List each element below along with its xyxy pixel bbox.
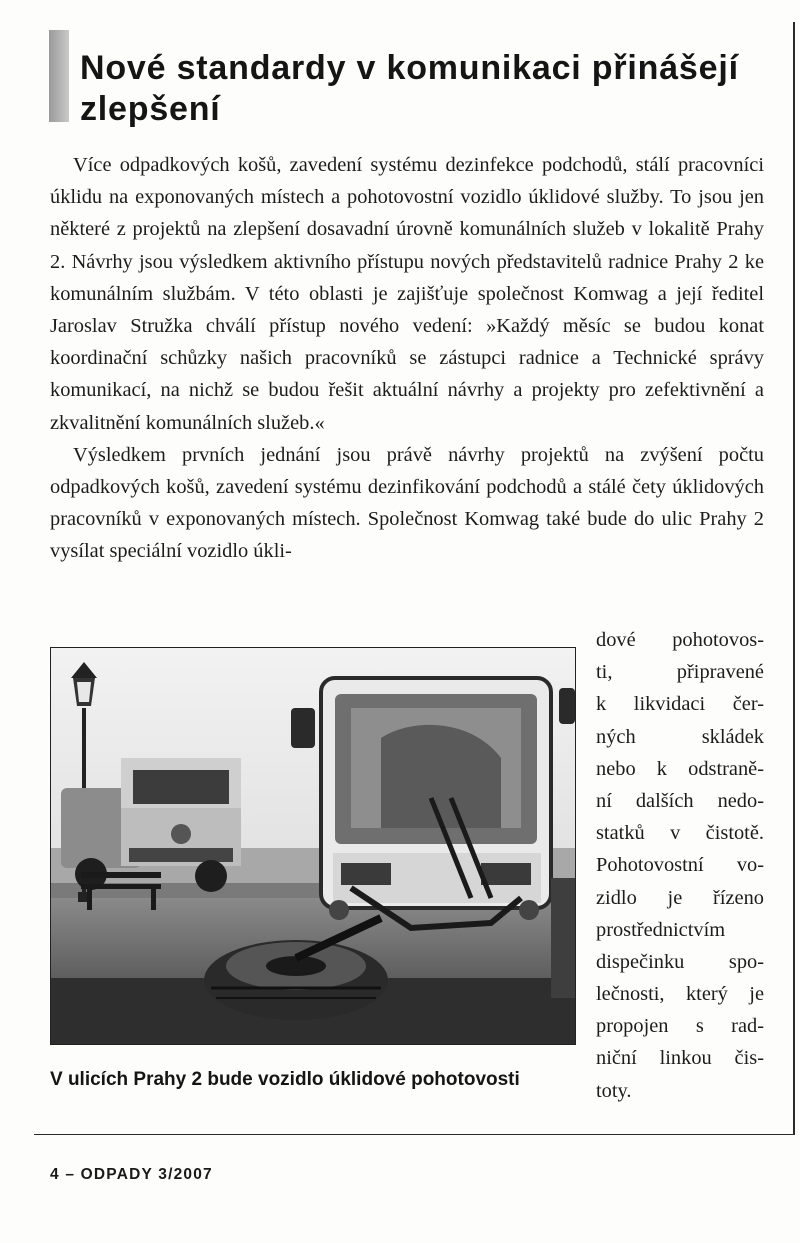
side-text-line: Pohotovostní vo-	[596, 854, 764, 877]
street-sweeper-illustration	[51, 648, 575, 1044]
article-title: Nové standardy v komunikaci přinášejí zlepšení	[80, 49, 739, 128]
article-body	[50, 149, 764, 568]
side-text-line: statků v čistotě.	[596, 822, 764, 845]
side-text-line: prostřednictvím	[596, 918, 726, 941]
article-photo	[50, 647, 576, 1045]
side-text-line: niční linkou čis-	[596, 1047, 764, 1070]
photo-caption: V ulicích Prahy 2 bude vozidlo úklidové pohotovosti	[50, 1069, 520, 1090]
side-text-line: k likvidaci čer-	[596, 693, 764, 716]
side-text-line: ní dalších nedo-	[596, 789, 764, 812]
side-text-column	[596, 624, 764, 1107]
side-text-line: toty.	[596, 1079, 632, 1102]
article-paragraph-2: Výsledkem prvních jednání jsou právě návrhy projektů na zvýšení počtu odpadkových košů, zavedení systému dezinfikování podchodů a stálé čety úklidových pracovníků v exponovaných místech. Společnost Komwag také bude do ulic Prahy 2 vysílat speciální vozidlo úkli-	[50, 443, 764, 563]
frame-right-border	[793, 22, 795, 1135]
side-text-line: zidlo je řízeno	[596, 886, 764, 909]
title-accent-bar	[49, 30, 69, 122]
frame-bottom-border	[34, 1134, 795, 1135]
side-text-line: nebo k odstraně-	[596, 757, 764, 780]
street-sweeper	[291, 678, 575, 928]
side-text-line: ných skládek	[596, 725, 764, 748]
side-text-line: ti, připravené	[596, 661, 764, 684]
side-text-line: dové pohotovos-	[596, 629, 764, 651]
side-text-line: dispečinku spo-	[596, 950, 764, 973]
page-footer: 4 – ODPADY 3/2007	[50, 1166, 213, 1183]
side-text-line: lečnosti, který je	[596, 983, 764, 1006]
side-text-line: propojen s rad-	[596, 1015, 764, 1038]
article-paragraph-1: Více odpadkových košů, zavedení systému dezinfekce podchodů, stálí pracovníci úklidu na exponovaných místech a pohotovostní vozidlo úklidové služby. To jsou jen některé z projektů na zlepšení dosavadní úrovně komunálních služeb v lokalitě Prahy 2. Návrhy jsou výsledkem aktivního přístupu nových představitelů radnice Prahy 2 ke komunálním službám. V této oblasti je zajišťuje společnost Komwag a její ředitel Jaroslav Stružka chválí přístup nového vedení: »Každý měsíc se budou konat koordinační schůzky našich pracovníků se zástupci radnice a Technické správy komunikací, na nichž se budou řešit aktuální návrhy a projekty pro zefektivnění a zkvalitnění komunálních služeb.«	[50, 154, 764, 434]
